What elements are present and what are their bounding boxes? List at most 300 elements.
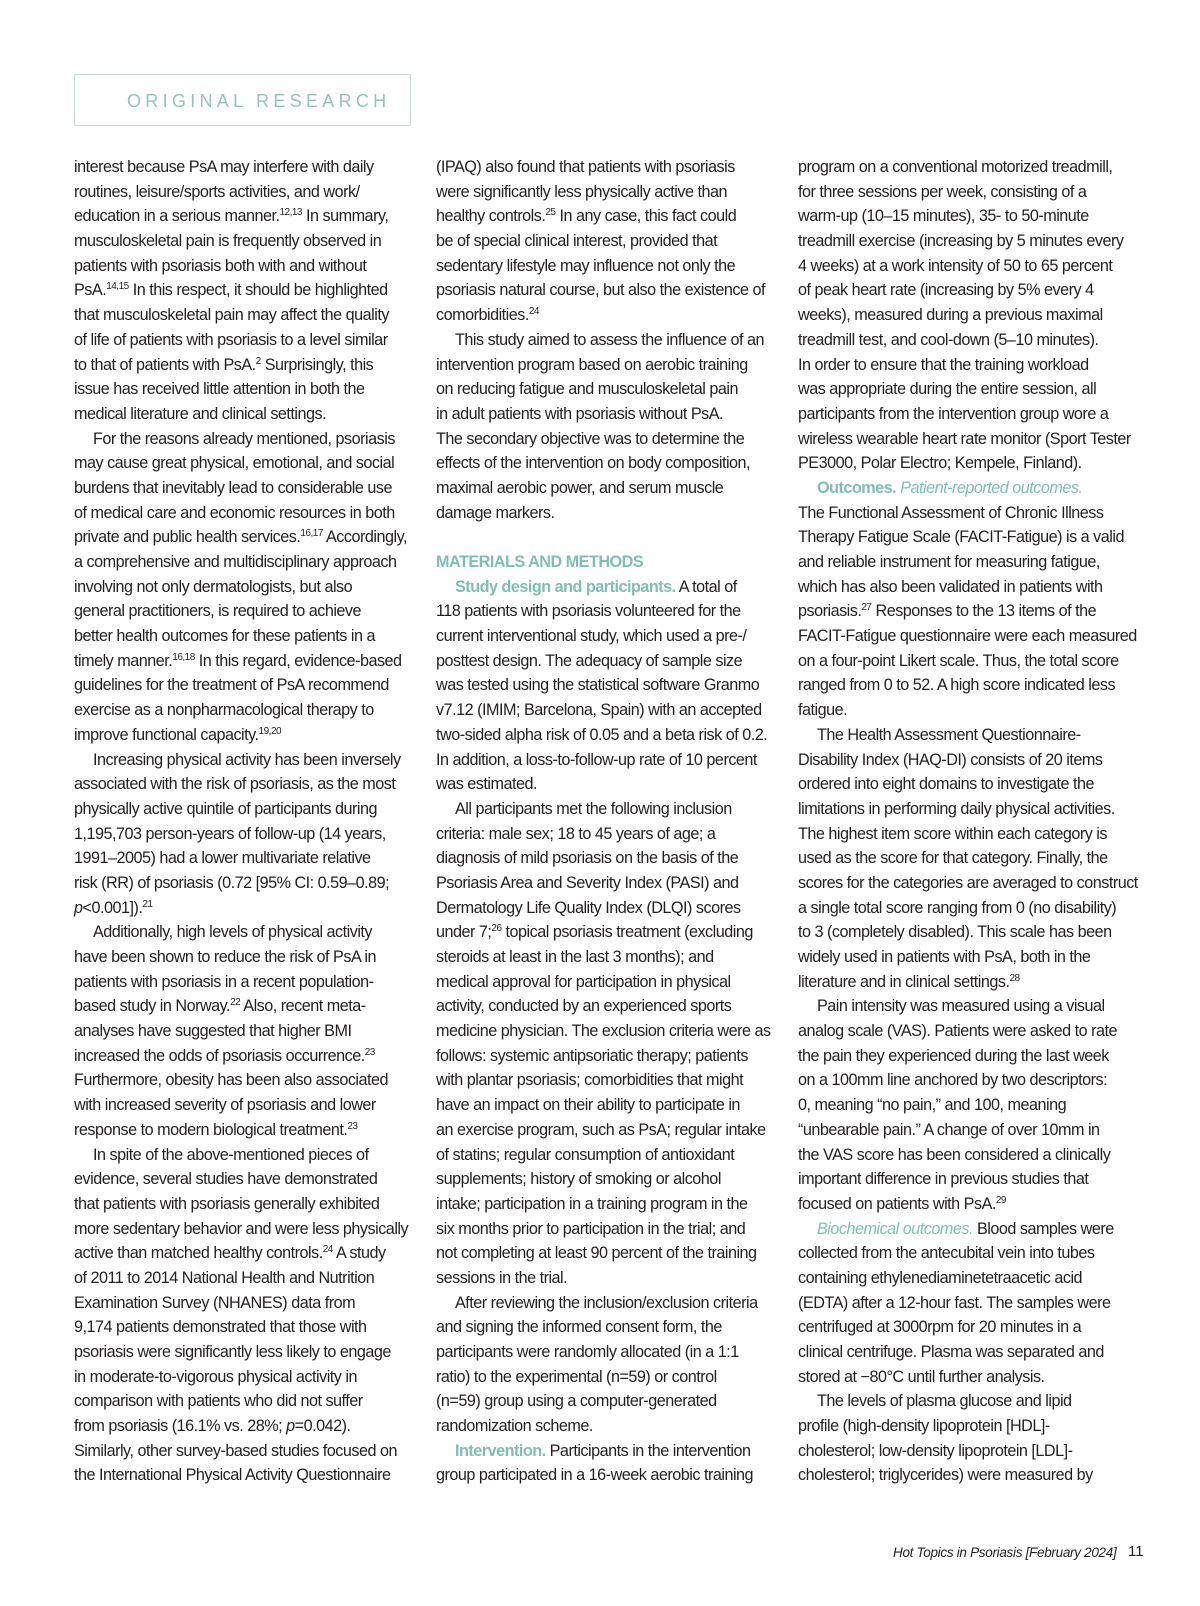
text-run: damage markers.	[436, 503, 555, 522]
text-run: physically active quintile of participants during	[74, 799, 378, 818]
text-line	[74, 896, 414, 921]
text-run: guidelines for the treatment of PsA recommend	[74, 676, 389, 695]
citation-superscript: 21	[142, 898, 153, 910]
text-run: clinical centrifuge. Plasma was separated and	[798, 1343, 1104, 1361]
text-line	[436, 673, 784, 698]
text-line	[436, 624, 784, 649]
text-line	[798, 303, 1150, 328]
citation-superscript: 24	[528, 306, 539, 318]
italic-symbol: p	[286, 1417, 295, 1436]
text-run: intake; participation in a training program in the	[436, 1194, 748, 1213]
text-run: be of special clinical interest, provided that	[436, 232, 718, 251]
text-run: =0.042).	[294, 1417, 351, 1436]
text-line	[436, 846, 784, 871]
text-run: active than matched healthy controls.	[74, 1244, 323, 1263]
text-run: comparison with patients who did not suffer	[74, 1392, 363, 1411]
text-line	[798, 1315, 1150, 1340]
text-run: Responses to the 13 items of the	[871, 602, 1097, 621]
text-line	[74, 180, 414, 205]
text-run: In any case, this fact could	[555, 207, 737, 226]
text-line	[74, 970, 414, 995]
text-run: analog scale (VAS). Patients were asked to rate	[798, 1022, 1118, 1041]
text-line	[74, 822, 414, 847]
text-run: In this regard, evidence-based	[194, 651, 402, 670]
text-line	[74, 229, 414, 254]
text-line	[798, 797, 1150, 822]
text-line	[798, 772, 1150, 797]
text-line	[436, 204, 784, 229]
text-line	[74, 1217, 414, 1242]
text-line	[74, 624, 414, 649]
text-line	[436, 476, 784, 501]
text-line	[436, 994, 784, 1019]
text-run: PE3000, Polar Electro; Kempele, Finland).	[798, 454, 1082, 473]
text-run: exercise as a nonpharmacological therapy to	[74, 701, 374, 720]
text-run: In addition, a loss-to-follow-up rate of 10 percent	[436, 750, 757, 769]
text-run: steroids at least in the last 3 months); and	[436, 948, 714, 966]
text-line	[74, 1192, 414, 1217]
text-run: 0, meaning “no pain,” and 100, meaning	[798, 1096, 1067, 1115]
text-run: in adult patients with psoriasis without PsA.	[436, 404, 724, 423]
text-line	[74, 328, 414, 353]
text-run: Disability Index (HAQ-DI) consists of 20 items	[798, 750, 1103, 769]
text-line	[74, 451, 414, 476]
text-line	[436, 1019, 784, 1044]
text-run: on a four-point Likert scale. Thus, the total score	[798, 651, 1119, 670]
text-line	[436, 772, 784, 797]
text-line	[74, 353, 414, 378]
citation-superscript: 24	[322, 1244, 333, 1256]
text-line	[74, 846, 414, 871]
text-line	[436, 353, 784, 378]
text-line	[798, 575, 1150, 600]
text-line	[798, 1340, 1150, 1365]
text-line	[436, 1241, 784, 1266]
text-line	[436, 1291, 784, 1316]
text-run: criteria: male sex; 18 to 45 years of age; a	[436, 824, 716, 843]
text-run: for three sessions per week, consisting of a	[798, 182, 1087, 201]
text-line	[798, 1439, 1150, 1464]
text-run: timely manner.	[74, 651, 173, 670]
text-line	[436, 377, 784, 402]
text-run: The highest item score within each category is	[798, 824, 1108, 843]
text-run: Psoriasis Area and Severity Index (PASI) and	[436, 873, 739, 892]
text-line	[798, 1365, 1150, 1390]
text-line	[74, 1266, 414, 1291]
text-run: effects of the intervention on body composition,	[436, 454, 751, 473]
text-line	[798, 1044, 1150, 1069]
text-run: used as the score for that category. Finally, the	[798, 849, 1108, 868]
text-line	[436, 1365, 784, 1390]
text-run: collected from the antecubital vein into tubes	[798, 1244, 1095, 1263]
subsection-subheading: Patient-reported outcomes.	[896, 478, 1083, 497]
text-line	[74, 797, 414, 822]
text-line	[74, 1093, 414, 1118]
text-line	[74, 575, 414, 600]
text-line	[798, 945, 1150, 970]
text-line	[798, 476, 1150, 501]
text-run: with plantar psoriasis; comorbidities that might	[436, 1071, 744, 1090]
text-run: (n=59) group using a computer-generated	[436, 1392, 717, 1411]
text-run: activity, conducted by an experienced sports	[436, 997, 732, 1016]
text-run: focused on patients with PsA.	[798, 1194, 996, 1213]
text-line	[436, 1093, 784, 1118]
text-line	[798, 920, 1150, 945]
text-line	[74, 278, 414, 303]
text-line	[436, 1266, 784, 1291]
text-run: 1991–2005) had a lower multivariate relative	[74, 849, 371, 868]
text-run: weeks), measured during a previous maximal	[798, 306, 1103, 325]
text-run: Additionally, high levels of physical activity	[93, 923, 373, 942]
subsection-heading: Intervention.	[455, 1441, 546, 1460]
text-line	[436, 402, 784, 427]
text-line	[798, 229, 1150, 254]
text-run: warm-up (10–15 minutes), 35- to 50-minute	[798, 207, 1089, 226]
text-run: 1,195,703 person-years of follow-up (14 years,	[74, 824, 386, 843]
text-run: A study	[332, 1244, 386, 1263]
text-line	[798, 1389, 1150, 1414]
text-line	[74, 649, 414, 674]
text-line	[74, 204, 414, 229]
text-run: under 7;	[436, 923, 492, 942]
text-line	[798, 377, 1150, 402]
text-run: ordered into eight domains to investigate the	[798, 775, 1095, 794]
text-run: sedentary lifestyle may influence not only the	[436, 256, 736, 275]
text-run: analyses have suggested that higher BMI	[74, 1022, 352, 1041]
text-run: medical literature and clinical settings.	[74, 404, 327, 423]
section-heading: MATERIALS AND METHODS	[436, 553, 644, 571]
text-run: sessions in the trial.	[436, 1268, 568, 1287]
text-line	[74, 1340, 414, 1365]
text-line	[798, 1266, 1150, 1291]
text-run: psoriasis natural course, but also the existence of	[436, 281, 766, 300]
paragraph-gap	[436, 525, 784, 550]
text-line	[74, 427, 414, 452]
text-run: that musculoskeletal pain may affect the quality	[74, 306, 389, 325]
text-run: an exercise program, such as PsA; regular intake	[436, 1120, 766, 1139]
text-run: were significantly less physically active than	[436, 182, 727, 201]
text-line	[74, 1241, 414, 1266]
text-run: In summary,	[302, 207, 389, 226]
text-run: cholesterol; triglycerides) were measured by	[798, 1466, 1093, 1485]
subsection-heading: Study design and participants.	[455, 577, 676, 596]
text-run: in moderate-to-vigorous physical activity in	[74, 1367, 357, 1386]
text-line	[436, 254, 784, 279]
text-line	[436, 303, 784, 328]
text-line	[436, 1044, 784, 1069]
text-line	[798, 1143, 1150, 1168]
text-run: Pain intensity was measured using a visual	[817, 997, 1105, 1016]
subsection-subheading: Biochemical outcomes.	[817, 1219, 973, 1238]
text-line	[436, 1143, 784, 1168]
section-label: ORIGINAL RESEARCH	[127, 91, 391, 111]
text-line	[436, 723, 784, 748]
text-run: a single total score ranging from 0 (no disability)	[798, 898, 1117, 917]
text-run: This study aimed to assess the influence of an	[455, 330, 765, 349]
text-run: group participated in a 16-week aerobic training	[436, 1466, 754, 1485]
text-line	[436, 748, 784, 773]
text-run: fatigue.	[798, 701, 848, 720]
text-line	[436, 427, 784, 452]
text-line	[436, 155, 784, 180]
italic-symbol: p	[74, 898, 83, 917]
text-run: better health outcomes for these patients in a	[74, 627, 375, 646]
text-line	[798, 402, 1150, 427]
text-line	[74, 1019, 414, 1044]
text-run: that patients with psoriasis generally exhibited	[74, 1194, 380, 1213]
text-line	[798, 501, 1150, 526]
text-line	[436, 451, 784, 476]
text-run: topical psoriasis treatment (excluding	[501, 923, 753, 942]
text-line	[436, 970, 784, 995]
text-line	[436, 920, 784, 945]
text-run: intervention program based on aerobic training	[436, 355, 748, 374]
text-line	[74, 1167, 414, 1192]
text-run: psoriasis were significantly less likely to engage	[74, 1343, 391, 1361]
text-run: was tested using the statistical software Granmo	[436, 676, 760, 695]
text-line	[798, 846, 1150, 871]
citation-superscript: 14,15	[106, 281, 129, 293]
text-run: 4 weeks) at a work intensity of 50 to 65 percent	[798, 256, 1113, 275]
text-line	[436, 1167, 784, 1192]
text-run: with increased severity of psoriasis and lower	[74, 1096, 376, 1115]
text-line	[74, 1118, 414, 1143]
text-line	[74, 155, 414, 180]
text-run: “unbearable pain.” A change of over 10mm in	[798, 1120, 1100, 1139]
text-run: risk (RR) of psoriasis (0.72 [95% CI: 0.59–0.89;	[74, 873, 390, 892]
text-run: the pain they experienced during the last week	[798, 1046, 1109, 1065]
text-run: on reducing fatigue and musculoskeletal pain	[436, 380, 738, 399]
text-line	[436, 1439, 784, 1464]
text-line	[798, 353, 1150, 378]
text-line	[798, 1093, 1150, 1118]
text-line	[798, 871, 1150, 896]
text-run: response to modern biological treatment.	[74, 1120, 348, 1139]
text-line	[798, 896, 1150, 921]
text-line	[436, 1217, 784, 1242]
text-run: Dermatology Life Quality Index (DLQI) scores	[436, 898, 741, 917]
text-run: After reviewing the inclusion/exclusion criteria	[455, 1293, 758, 1312]
text-line	[436, 1463, 784, 1488]
text-line	[74, 1414, 414, 1439]
text-run: was estimated.	[436, 775, 537, 794]
text-line	[436, 797, 784, 822]
text-line	[74, 1463, 414, 1488]
text-run: Accordingly,	[322, 528, 407, 547]
text-run: In this respect, it should be highlighted	[128, 281, 388, 300]
text-line	[436, 599, 784, 624]
text-run: evidence, several studies have demonstrated	[74, 1170, 378, 1189]
text-line	[798, 1414, 1150, 1439]
text-run: private and public health services.	[74, 528, 301, 547]
text-run: treadmill test, and cool-down (5–10 minutes).	[798, 330, 1099, 349]
text-run: and reliable instrument for measuring fatigue,	[798, 553, 1100, 571]
text-run: of statins; regular consumption of antioxidant	[436, 1145, 735, 1164]
text-run: musculoskeletal pain is frequently observed in	[74, 232, 382, 251]
text-run: A total of	[675, 577, 737, 596]
citation-superscript: 22	[230, 997, 241, 1009]
text-line	[436, 1118, 784, 1143]
text-run: medical approval for participation in physical	[436, 972, 731, 991]
text-run: may cause great physical, emotional, and social	[74, 454, 395, 473]
citation-superscript: 25	[545, 207, 556, 219]
text-line	[798, 748, 1150, 773]
text-run: program on a conventional motorized treadmill,	[798, 158, 1113, 176]
text-line	[436, 896, 784, 921]
text-run: psoriasis.	[798, 602, 862, 621]
text-line	[798, 1019, 1150, 1044]
text-line	[74, 1389, 414, 1414]
text-run: treadmill exercise (increasing by 5 minutes every	[798, 232, 1124, 251]
subsection-heading: Outcomes.	[817, 478, 897, 497]
text-run: Also, recent meta-	[240, 997, 366, 1016]
text-run: PsA.	[74, 281, 107, 300]
text-line	[74, 599, 414, 624]
text-run: wireless wearable heart rate monitor (Sport Tester	[798, 429, 1131, 448]
text-run: Blood samples were	[972, 1219, 1114, 1238]
text-run: general practitioners, is required to achieve	[74, 602, 362, 621]
text-run: of medical care and economic resources in both	[74, 503, 395, 522]
text-line	[74, 550, 414, 575]
text-line	[798, 525, 1150, 550]
text-line	[436, 278, 784, 303]
text-line	[798, 673, 1150, 698]
text-line	[436, 1315, 784, 1340]
text-run: burdens that inevitably lead to considerable use	[74, 478, 392, 497]
text-run: In order to ensure that the training workload	[798, 355, 1089, 374]
text-run: In spite of the above-mentioned pieces of	[93, 1145, 369, 1164]
text-run: profile (high-density lipoprotein [HDL]-	[798, 1417, 1050, 1436]
text-line	[798, 723, 1150, 748]
text-line	[798, 254, 1150, 279]
text-run: v7.12 (IMIM; Barcelona, Spain) with an accepted	[436, 701, 762, 720]
text-line	[798, 822, 1150, 847]
text-run: supplements; history of smoking or alcohol	[436, 1170, 721, 1189]
text-run: the International Physical Activity Questionnaire	[74, 1466, 391, 1485]
text-run: and signing the informed consent form, the	[436, 1318, 722, 1337]
text-run: <0.001]).	[82, 898, 143, 917]
text-run: have been shown to reduce the risk of PsA in	[74, 948, 376, 966]
text-line	[436, 328, 784, 353]
text-line	[798, 599, 1150, 624]
text-line	[74, 377, 414, 402]
text-run: of life of patients with psoriasis to a level similar	[74, 330, 388, 349]
text-line	[74, 871, 414, 896]
text-line	[798, 204, 1150, 229]
text-line	[74, 303, 414, 328]
text-run: based study in Norway.	[74, 997, 231, 1016]
text-line	[436, 1192, 784, 1217]
text-line	[74, 501, 414, 526]
text-run: important difference in previous studies that	[798, 1170, 1089, 1189]
text-run: education in a serious manner.	[74, 207, 280, 226]
text-line	[798, 994, 1150, 1019]
text-run: stored at −80°C until further analysis.	[798, 1367, 1045, 1386]
text-run: follows: systemic antipsoriatic therapy; patients	[436, 1046, 748, 1065]
text-run: current interventional study, which used a pre-/	[436, 627, 747, 646]
text-run: scores for the categories are averaged to construct	[798, 873, 1138, 892]
text-line	[798, 180, 1150, 205]
text-line	[798, 278, 1150, 303]
text-run: on a 100mm line anchored by two descriptors:	[798, 1071, 1108, 1090]
citation-superscript: 23	[364, 1046, 375, 1058]
text-line	[798, 698, 1150, 723]
text-line	[436, 649, 784, 674]
text-line	[798, 451, 1150, 476]
text-run: a comprehensive and multidisciplinary approach	[74, 553, 397, 571]
text-line	[798, 155, 1150, 180]
text-run: the VAS score has been considered a clinically	[798, 1145, 1111, 1164]
text-line	[74, 1365, 414, 1390]
text-run: six months prior to participation in the trial; and	[436, 1219, 746, 1238]
text-run: not completing at least 90 percent of the training	[436, 1244, 757, 1263]
text-line	[798, 1068, 1150, 1093]
citation-superscript: 16,18	[172, 651, 195, 663]
citation-superscript: 16,17	[300, 528, 323, 540]
text-line	[436, 575, 784, 600]
citation-superscript: 28	[1009, 972, 1020, 984]
text-run: to that of patients with PsA.	[74, 355, 256, 374]
text-line	[74, 920, 414, 945]
text-run: widely used in patients with PsA, both in the	[798, 948, 1091, 966]
text-line	[798, 328, 1150, 353]
text-line	[436, 698, 784, 723]
text-line	[798, 550, 1150, 575]
text-run: Participants in the intervention	[545, 1441, 751, 1460]
text-run: 118 patients with psoriasis volunteered for the	[436, 602, 741, 621]
text-run: to 3 (completely disabled). This scale has been	[798, 923, 1112, 942]
text-run: literature and in clinical settings.	[798, 972, 1010, 991]
text-line	[436, 1068, 784, 1093]
text-run: medicine physician. The exclusion criteria were as	[436, 1022, 771, 1041]
text-run: ratio) to the experimental (n=59) or control	[436, 1367, 717, 1386]
text-run: healthy controls.	[436, 207, 546, 226]
text-run: patients with psoriasis both with and without	[74, 256, 367, 275]
text-run: All participants met the following inclusion	[455, 799, 732, 818]
text-run: of 2011 to 2014 National Health and Nutrition	[74, 1268, 375, 1287]
text-line	[74, 1068, 414, 1093]
text-line	[798, 1118, 1150, 1143]
text-run: limitations in performing daily physical activities.	[798, 799, 1115, 818]
text-run: participants were randomly allocated (in a 1:1	[436, 1343, 739, 1361]
text-run: maximal aerobic power, and serum muscle	[436, 478, 724, 497]
section-label-box	[74, 74, 411, 126]
text-line	[74, 1439, 414, 1464]
citation-superscript: 19,20	[258, 725, 282, 737]
journal-footer: Hot Topics in Psoriasis [February 2024]	[893, 1545, 1117, 1560]
text-line	[74, 723, 414, 748]
text-run: posttest design. The adequacy of sample size	[436, 651, 743, 670]
text-run: ranged from 0 to 52. A high score indicated less	[798, 676, 1116, 695]
text-line	[436, 945, 784, 970]
text-run: Increasing physical activity has been inversely	[93, 750, 401, 769]
text-run: routines, leisure/sports activities, and work/	[74, 182, 360, 201]
citation-superscript: 29	[995, 1194, 1006, 1206]
text-line	[74, 1143, 414, 1168]
text-line	[74, 772, 414, 797]
text-line	[436, 501, 784, 526]
text-run: containing ethylenediaminetetraacetic acid	[798, 1268, 1083, 1287]
text-line	[798, 624, 1150, 649]
text-line	[74, 748, 414, 773]
text-line	[74, 698, 414, 723]
text-run: Surprisingly, this	[260, 355, 374, 374]
text-run: improve functional capacity.	[74, 725, 259, 744]
text-run: diagnosis of mild psoriasis on the basis of the	[436, 849, 739, 868]
text-line	[74, 254, 414, 279]
citation-superscript: 26	[491, 923, 502, 935]
text-run: cholesterol; low-density lipoprotein [LDL]-	[798, 1441, 1073, 1460]
